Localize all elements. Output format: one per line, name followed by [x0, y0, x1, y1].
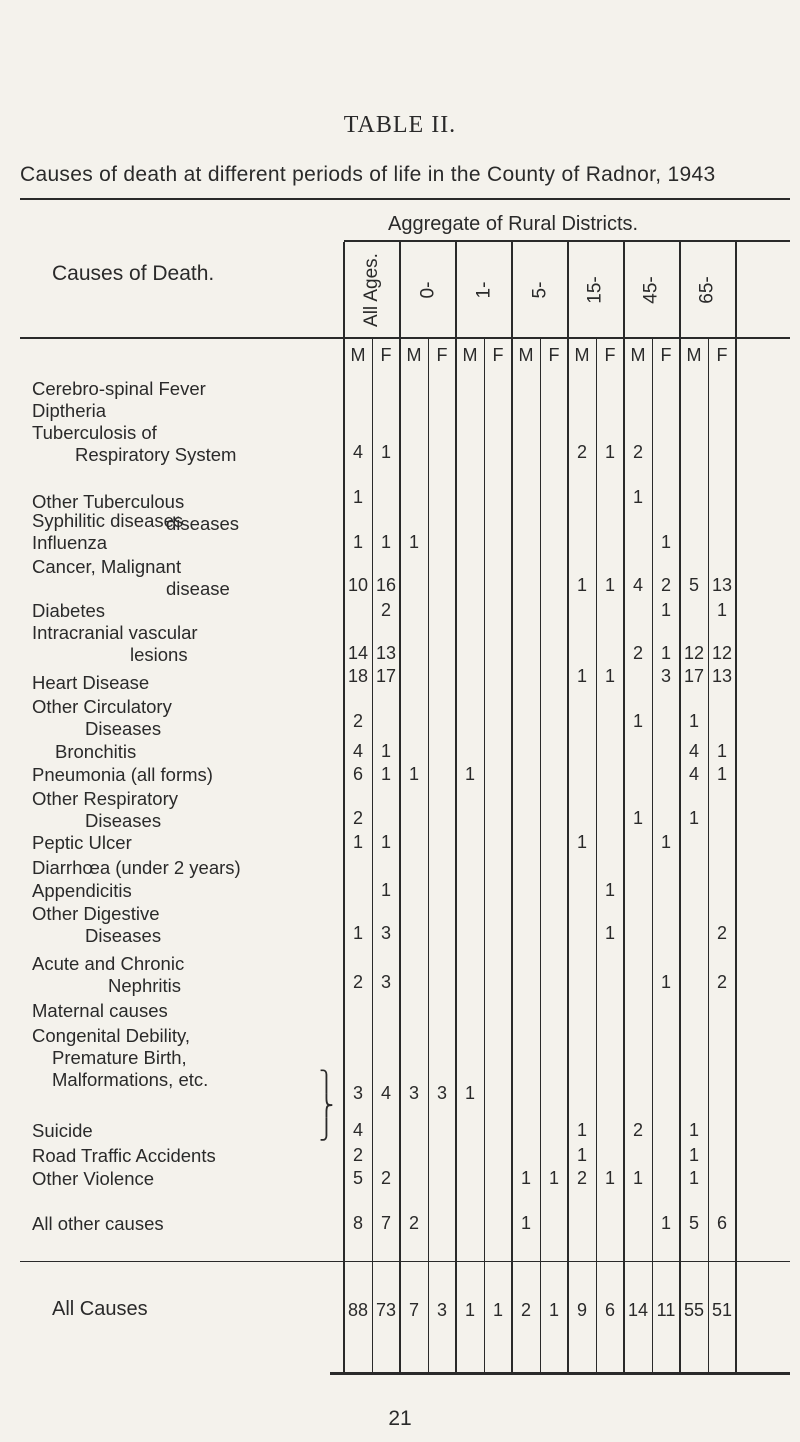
cause-label: Congenital Debility, [32, 1025, 191, 1046]
cause-label: Nephritis [108, 975, 181, 996]
column-rule [511, 242, 513, 1372]
cell-value: 1 [688, 711, 699, 731]
cell-value: 1 [688, 1168, 699, 1188]
cell-value: 1 [632, 1168, 643, 1188]
cell-value: 1 [464, 764, 475, 784]
cell-value: 8 [352, 1213, 363, 1233]
rule-under-age-headers [20, 337, 790, 339]
cell-value: 18 [347, 666, 369, 686]
column-rule [343, 242, 345, 1372]
cell-value: 1 [716, 600, 727, 620]
cause-label: Influenza [32, 532, 108, 553]
cell-value: 1 [408, 764, 419, 784]
male-header: M [406, 345, 422, 365]
cell-value: 1 [352, 532, 363, 552]
cell-value: 1 [716, 741, 727, 761]
cell-value: 1 [576, 832, 587, 852]
cell-value: 2 [352, 711, 363, 731]
page-number: 21 [388, 1407, 412, 1430]
cell-value: 3 [436, 1083, 447, 1103]
cause-label: disease [166, 578, 230, 599]
cell-value: 1 [632, 487, 643, 507]
cell-value: 1 [576, 666, 587, 686]
cell-value: 1 [520, 1213, 531, 1233]
column-rule [399, 242, 401, 1372]
cell-value: 1 [520, 1168, 531, 1188]
column-rule [735, 242, 737, 1372]
cell-value: 1 [632, 808, 643, 828]
column-rule [623, 242, 625, 1372]
cause-label: Other Tuberculous [32, 491, 185, 512]
cause-label: Diptheria [32, 400, 107, 421]
cause-label: Intracranial vascular [32, 622, 198, 643]
female-header: F [660, 345, 672, 365]
age-group-header [344, 242, 400, 337]
age-group-label: 5- [529, 281, 550, 298]
male-header: M [630, 345, 646, 365]
cell-value: 2 [632, 643, 643, 663]
cell-value: 1 [688, 1120, 699, 1140]
cause-label: Pneumonia (all forms) [32, 764, 213, 785]
cell-value: 3 [380, 972, 391, 992]
cell-value: 4 [380, 1083, 391, 1103]
cell-value: 1 [380, 880, 391, 900]
cell-value: 1 [660, 1213, 671, 1233]
cell-value: 1 [604, 1168, 615, 1188]
cell-value: 1 [716, 764, 727, 784]
cell-value: 2 [632, 1120, 643, 1140]
total-value: 11 [656, 1300, 676, 1320]
female-header: F [380, 345, 392, 365]
male-header: M [462, 345, 478, 365]
cell-value: 1 [380, 832, 391, 852]
cause-label: All other causes [32, 1213, 164, 1234]
cell-value: 1 [660, 832, 671, 852]
cell-value: 13 [711, 666, 733, 686]
cause-label: Acute and Chronic [32, 953, 185, 974]
age-group-label: 15- [585, 275, 606, 304]
cause-label: Cancer, Malignant [32, 556, 182, 577]
cell-value: 4 [632, 575, 643, 595]
cell-value: 2 [352, 808, 363, 828]
cell-value: 4 [688, 741, 699, 761]
age-group-header [456, 242, 512, 337]
cell-value: 14 [347, 643, 369, 663]
cell-value: 5 [688, 1213, 699, 1233]
cell-value: 2 [352, 1145, 363, 1165]
cell-value: 1 [464, 1083, 475, 1103]
cell-value: 3 [352, 1083, 363, 1103]
cell-value: 2 [408, 1213, 419, 1233]
age-group-header [512, 242, 568, 337]
cause-label: Diarrhœa (under 2 years) [32, 857, 241, 878]
all-causes-label: All Causes [52, 1298, 148, 1320]
cell-value: 1 [576, 1120, 587, 1140]
age-group-header [568, 242, 624, 337]
cell-value: 1 [380, 741, 391, 761]
female-header: F [604, 345, 616, 365]
brace-symbol: ⎫ ⎬ ⎭ [319, 1069, 334, 1141]
total-value: 88 [347, 1300, 369, 1320]
female-header: F [492, 345, 504, 365]
cell-value: 1 [380, 442, 391, 462]
cell-value: 1 [604, 575, 615, 595]
cause-label: Other Circulatory [32, 696, 172, 717]
cell-value: 17 [375, 666, 397, 686]
cell-value: 1 [660, 532, 671, 552]
column-rule [455, 242, 457, 1372]
sex-column-rule [484, 339, 485, 1372]
total-value: 7 [408, 1300, 419, 1320]
male-header: M [574, 345, 590, 365]
cause-label: Syphilitic diseases [32, 510, 184, 531]
total-value: 6 [604, 1300, 615, 1320]
age-group-label: 65- [697, 275, 718, 304]
cell-value: 1 [380, 764, 391, 784]
cause-label: lesions [130, 644, 188, 665]
cell-value: 2 [352, 972, 363, 992]
cause-label: Suicide [32, 1120, 93, 1141]
cause-label: Other Violence [32, 1168, 155, 1189]
cause-label: Appendicitis [32, 880, 132, 901]
cell-value: 1 [604, 923, 615, 943]
cause-label: Tuberculosis of [32, 422, 157, 443]
cell-value: 1 [660, 972, 671, 992]
cell-value: 1 [660, 600, 671, 620]
cell-value: 1 [688, 1145, 699, 1165]
cell-value: 1 [604, 880, 615, 900]
cell-value: 1 [576, 1145, 587, 1165]
female-header: F [716, 345, 728, 365]
age-group-label: 45- [641, 275, 662, 304]
cause-label: Maternal causes [32, 1000, 168, 1021]
cause-label: Road Traffic Accidents [32, 1145, 216, 1166]
cell-value: 3 [380, 923, 391, 943]
cell-value: 6 [352, 764, 363, 784]
cell-value: 13 [711, 575, 733, 595]
total-value: 51 [711, 1300, 733, 1320]
group-header: Aggregate of Rural Districts. [388, 213, 639, 235]
total-value: 55 [683, 1300, 705, 1320]
cause-label: Premature Birth, [52, 1047, 187, 1068]
cell-value: 4 [352, 741, 363, 761]
cell-value: 1 [548, 1168, 559, 1188]
total-value: 1 [548, 1300, 559, 1320]
cell-value: 1 [380, 532, 391, 552]
cell-value: 12 [711, 643, 733, 663]
column-rule [679, 242, 681, 1372]
cell-value: 1 [408, 532, 419, 552]
cell-value: 5 [352, 1168, 363, 1188]
rule-above-totals [20, 1261, 790, 1262]
total-value: 3 [436, 1300, 447, 1320]
cell-value: 5 [688, 575, 699, 595]
age-group-header [624, 242, 680, 337]
cell-value: 2 [576, 442, 587, 462]
causes-of-death-header: Causes of Death. [52, 262, 215, 285]
rule-under-subtitle [20, 198, 790, 200]
total-value: 73 [375, 1300, 397, 1320]
cause-label: Peptic Ulcer [32, 832, 132, 853]
cell-value: 13 [375, 643, 397, 663]
total-value: 1 [492, 1300, 503, 1320]
total-value: 9 [576, 1300, 587, 1320]
page-subtitle: Causes of death at different periods of life in the County of Radnor, 1943 [20, 163, 716, 186]
cell-value: 1 [352, 923, 363, 943]
male-header: M [686, 345, 702, 365]
column-rule [567, 242, 569, 1372]
cell-value: 3 [408, 1083, 419, 1103]
cell-value: 17 [683, 666, 705, 686]
cell-value: 2 [380, 1168, 391, 1188]
cell-value: 6 [716, 1213, 727, 1233]
cell-value: 1 [604, 666, 615, 686]
cell-value: 1 [604, 442, 615, 462]
female-header: F [548, 345, 560, 365]
sex-column-rule [596, 339, 597, 1372]
cell-value: 10 [347, 575, 369, 595]
female-header: F [436, 345, 448, 365]
cell-value: 2 [660, 575, 671, 595]
cell-value: 1 [576, 575, 587, 595]
cause-label: Heart Disease [32, 672, 150, 693]
cell-value: 4 [688, 764, 699, 784]
cell-value: 2 [576, 1168, 587, 1188]
cell-value: 1 [632, 711, 643, 731]
age-group-label: 0- [417, 281, 438, 298]
cell-value: 7 [380, 1213, 391, 1233]
rule-bottom [330, 1372, 790, 1375]
cell-value: 1 [352, 832, 363, 852]
cell-value: 4 [352, 442, 363, 462]
page-title: TABLE II. [343, 112, 457, 138]
cell-value: 12 [683, 643, 705, 663]
age-group-header [680, 242, 736, 337]
cell-value: 1 [688, 808, 699, 828]
cause-label: Bronchitis [55, 741, 137, 762]
cell-value: 4 [352, 1120, 363, 1140]
cell-value: 3 [660, 666, 671, 686]
age-group-label: 1- [473, 281, 494, 298]
cause-label: Respiratory System [75, 444, 237, 465]
age-group-label: All Ages. [361, 252, 382, 327]
age-group-header [400, 242, 456, 337]
cell-value: 2 [380, 600, 391, 620]
total-value: 14 [627, 1300, 649, 1320]
cause-label: Other Digestive [32, 903, 160, 924]
cell-value: 1 [352, 487, 363, 507]
cell-value: 2 [716, 972, 727, 992]
cause-label: diseases [166, 513, 240, 534]
cause-label: Diseases [85, 718, 162, 739]
cause-label: Diseases [85, 810, 162, 831]
total-value: 1 [464, 1300, 475, 1320]
cell-value: 1 [660, 643, 671, 663]
cell-value: 2 [632, 442, 643, 462]
total-value: 2 [520, 1300, 531, 1320]
male-header: M [518, 345, 534, 365]
cell-value: 16 [375, 575, 397, 595]
male-header: M [350, 345, 366, 365]
cause-label: Diseases [85, 925, 162, 946]
cause-label: Cerebro-spinal Fever [32, 378, 206, 399]
cause-label: Diabetes [32, 600, 106, 621]
cell-value: 2 [716, 923, 727, 943]
cause-label: Other Respiratory [32, 788, 178, 809]
cause-label: Malformations, etc. [52, 1069, 209, 1090]
